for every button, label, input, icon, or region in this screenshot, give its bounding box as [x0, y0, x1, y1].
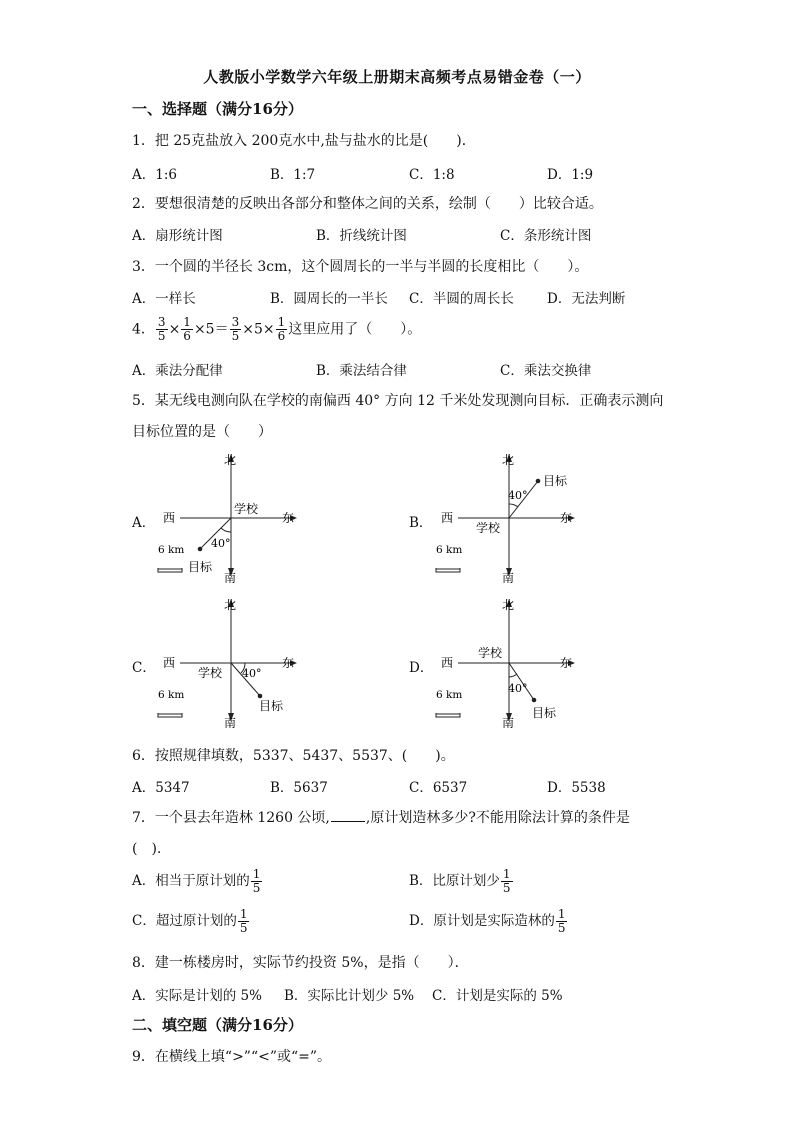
- west-label: 西: [163, 656, 176, 670]
- q5-diagram-b: [428, 448, 588, 588]
- q4-fraction-1: $\frac{3}{5}$: [157, 315, 166, 343]
- question-8: 8．建一栋楼房时，实际节约投资 5%，是指（ ）．: [132, 955, 469, 971]
- angle-label: 40°: [508, 682, 528, 695]
- q7-option-b: B．比原计划少 $\frac{1}{5}$: [409, 867, 511, 895]
- q2-option-b: B．折线统计图: [316, 228, 407, 244]
- q3-option-d: D．无法判断: [547, 291, 626, 307]
- angle-label: 40°: [242, 667, 262, 680]
- west-label: 西: [441, 656, 454, 670]
- scale-label: 6 km: [158, 689, 185, 701]
- angle-label: 40°: [508, 489, 528, 502]
- q7-option-c: C．超过原计划的 $\frac{1}{5}$: [132, 907, 248, 935]
- q5-option-d: D．: [409, 660, 434, 676]
- question-7: [132, 807, 630, 827]
- q4-mid: ×5＝: [193, 321, 229, 338]
- q2-option-c: C．条形统计图: [500, 228, 592, 244]
- south-label: 南: [502, 571, 515, 585]
- q4-option-a: A．乘法分配律: [132, 363, 223, 379]
- q1-option-c: C．1:8: [409, 167, 455, 183]
- question-1: 1．把 25克盐放入 200克水中,盐与盐水的比是( )．: [132, 133, 476, 149]
- east-label: 东: [560, 656, 573, 670]
- q7-fraction: $\frac{1}{5}$: [557, 907, 566, 935]
- school-label: 学校: [478, 646, 503, 660]
- q4-fraction-3: $\frac{3}{5}$: [231, 315, 240, 343]
- angle-label: 40°: [211, 537, 231, 550]
- school-label: 学校: [198, 666, 223, 680]
- question-4: 4． $\frac{3}{5}$ × $\frac{1}{6}$ ×5＝ $\frac{3}{5}$ ×5× $\frac{1}{6}$ 这里应用了（ ）。: [132, 315, 422, 343]
- q7-text-a: 7．一个县去年造林 1260 公顷,: [132, 810, 330, 826]
- target-label: 目标: [543, 474, 568, 488]
- q6-option-b: B．5637: [270, 780, 328, 796]
- q5-diagram-a: [150, 448, 310, 588]
- north-label: 北: [224, 453, 237, 467]
- q4-prefix: 4．: [132, 321, 155, 338]
- q7-option-a: A．相当于原计划的 $\frac{1}{5}$: [132, 867, 261, 895]
- south-label: 南: [224, 571, 237, 585]
- q7-option-d: D．原计划是实际造林的 $\frac{1}{5}$: [409, 907, 566, 935]
- q6-option-c: C．6537: [409, 780, 468, 796]
- scale-label: 6 km: [436, 544, 463, 556]
- q3-option-a: A．一样长: [132, 291, 196, 307]
- q8-option-a: A．实际是计划的 5%: [132, 988, 262, 1004]
- q4-fraction-2: $\frac{1}{6}$: [183, 315, 191, 343]
- section-choice-heading: 一、选择题（满分16分）: [132, 100, 303, 118]
- west-label: 西: [163, 511, 176, 525]
- question-7-line-2: ( ).: [132, 841, 162, 857]
- q8-option-b: B．实际比计划少 5%: [284, 988, 415, 1004]
- question-6: 6．按照规律填数，5337、5437、5537、( )。: [132, 748, 455, 764]
- q5-option-b: B．: [409, 515, 433, 531]
- question-9: 9．在横线上填“>”“<”或“=”。: [132, 1049, 332, 1065]
- q4-suffix: 这里应用了（ ）。: [288, 321, 422, 338]
- scale-label: 6 km: [158, 544, 185, 556]
- q3-option-b: B．圆周长的一半长: [270, 291, 388, 307]
- q1-option-d: D．1:9: [547, 167, 594, 183]
- target-label: 目标: [259, 699, 284, 713]
- south-label: 南: [224, 716, 237, 730]
- q1-option-a: A．1:6: [132, 167, 177, 183]
- q3-option-c: C．半圆的周长长: [409, 291, 514, 307]
- q7-fraction: $\frac{1}{5}$: [502, 867, 511, 895]
- section-fill-heading: 二、填空题（满分16分）: [132, 1016, 303, 1034]
- q6-option-d: D．5538: [547, 780, 606, 796]
- q1-option-b: B．1:7: [270, 167, 316, 183]
- east-label: 东: [560, 511, 573, 525]
- q5-option-c: C．: [132, 660, 156, 676]
- school-label: 学校: [234, 502, 259, 516]
- west-label: 西: [441, 511, 454, 525]
- scale-label: 6 km: [436, 689, 463, 701]
- q8-option-c: C．计划是实际的 5%: [432, 988, 563, 1004]
- q4-option-b: B．乘法结合律: [316, 363, 407, 379]
- q5-diagram-d: [428, 593, 588, 733]
- target-label: 目标: [188, 560, 213, 574]
- q7-fraction: $\frac{1}{5}$: [239, 907, 248, 935]
- east-label: 东: [282, 511, 295, 525]
- north-label: 北: [224, 598, 237, 612]
- question-5-line-1: 5．某无线电测向队在学校的南偏西 40° 方向 12 千米处发现测向目标．正确表示测向: [132, 393, 664, 409]
- q7-fraction: $\frac{1}{5}$: [252, 867, 261, 895]
- q2-option-a: A．扇形统计图: [132, 228, 223, 244]
- north-label: 北: [502, 453, 515, 467]
- q7-text-b: ,原计划造林多少?不能用除法计算的条件是: [365, 810, 630, 826]
- q5-option-a: A．: [132, 515, 156, 531]
- target-label: 目标: [532, 706, 557, 720]
- q4-option-c: C．乘法交换律: [500, 363, 592, 379]
- q5-diagram-c: [150, 593, 310, 733]
- q6-option-a: A．5347: [132, 780, 190, 796]
- question-2: 2．要想很清楚的反映出各部分和整体之间的关系，绘制（ ）比较合适。: [132, 196, 603, 212]
- north-label: 北: [502, 598, 515, 612]
- q7-blank: [331, 821, 365, 822]
- exam-title: 人教版小学数学六年级上册期末高频考点易错金卷（一）: [203, 68, 591, 86]
- q4-fraction-4: $\frac{1}{6}$: [277, 315, 286, 343]
- south-label: 南: [502, 716, 515, 730]
- q4-mid2: ×5×: [242, 321, 275, 338]
- school-label: 学校: [476, 521, 501, 535]
- question-5-line-2: 目标位置的是（ ）: [132, 424, 272, 440]
- east-label: 东: [282, 656, 295, 670]
- question-3: 3．一个圆的半径长 3cm，这个圆周长的一半与半圆的长度相比（ ）。: [132, 259, 589, 275]
